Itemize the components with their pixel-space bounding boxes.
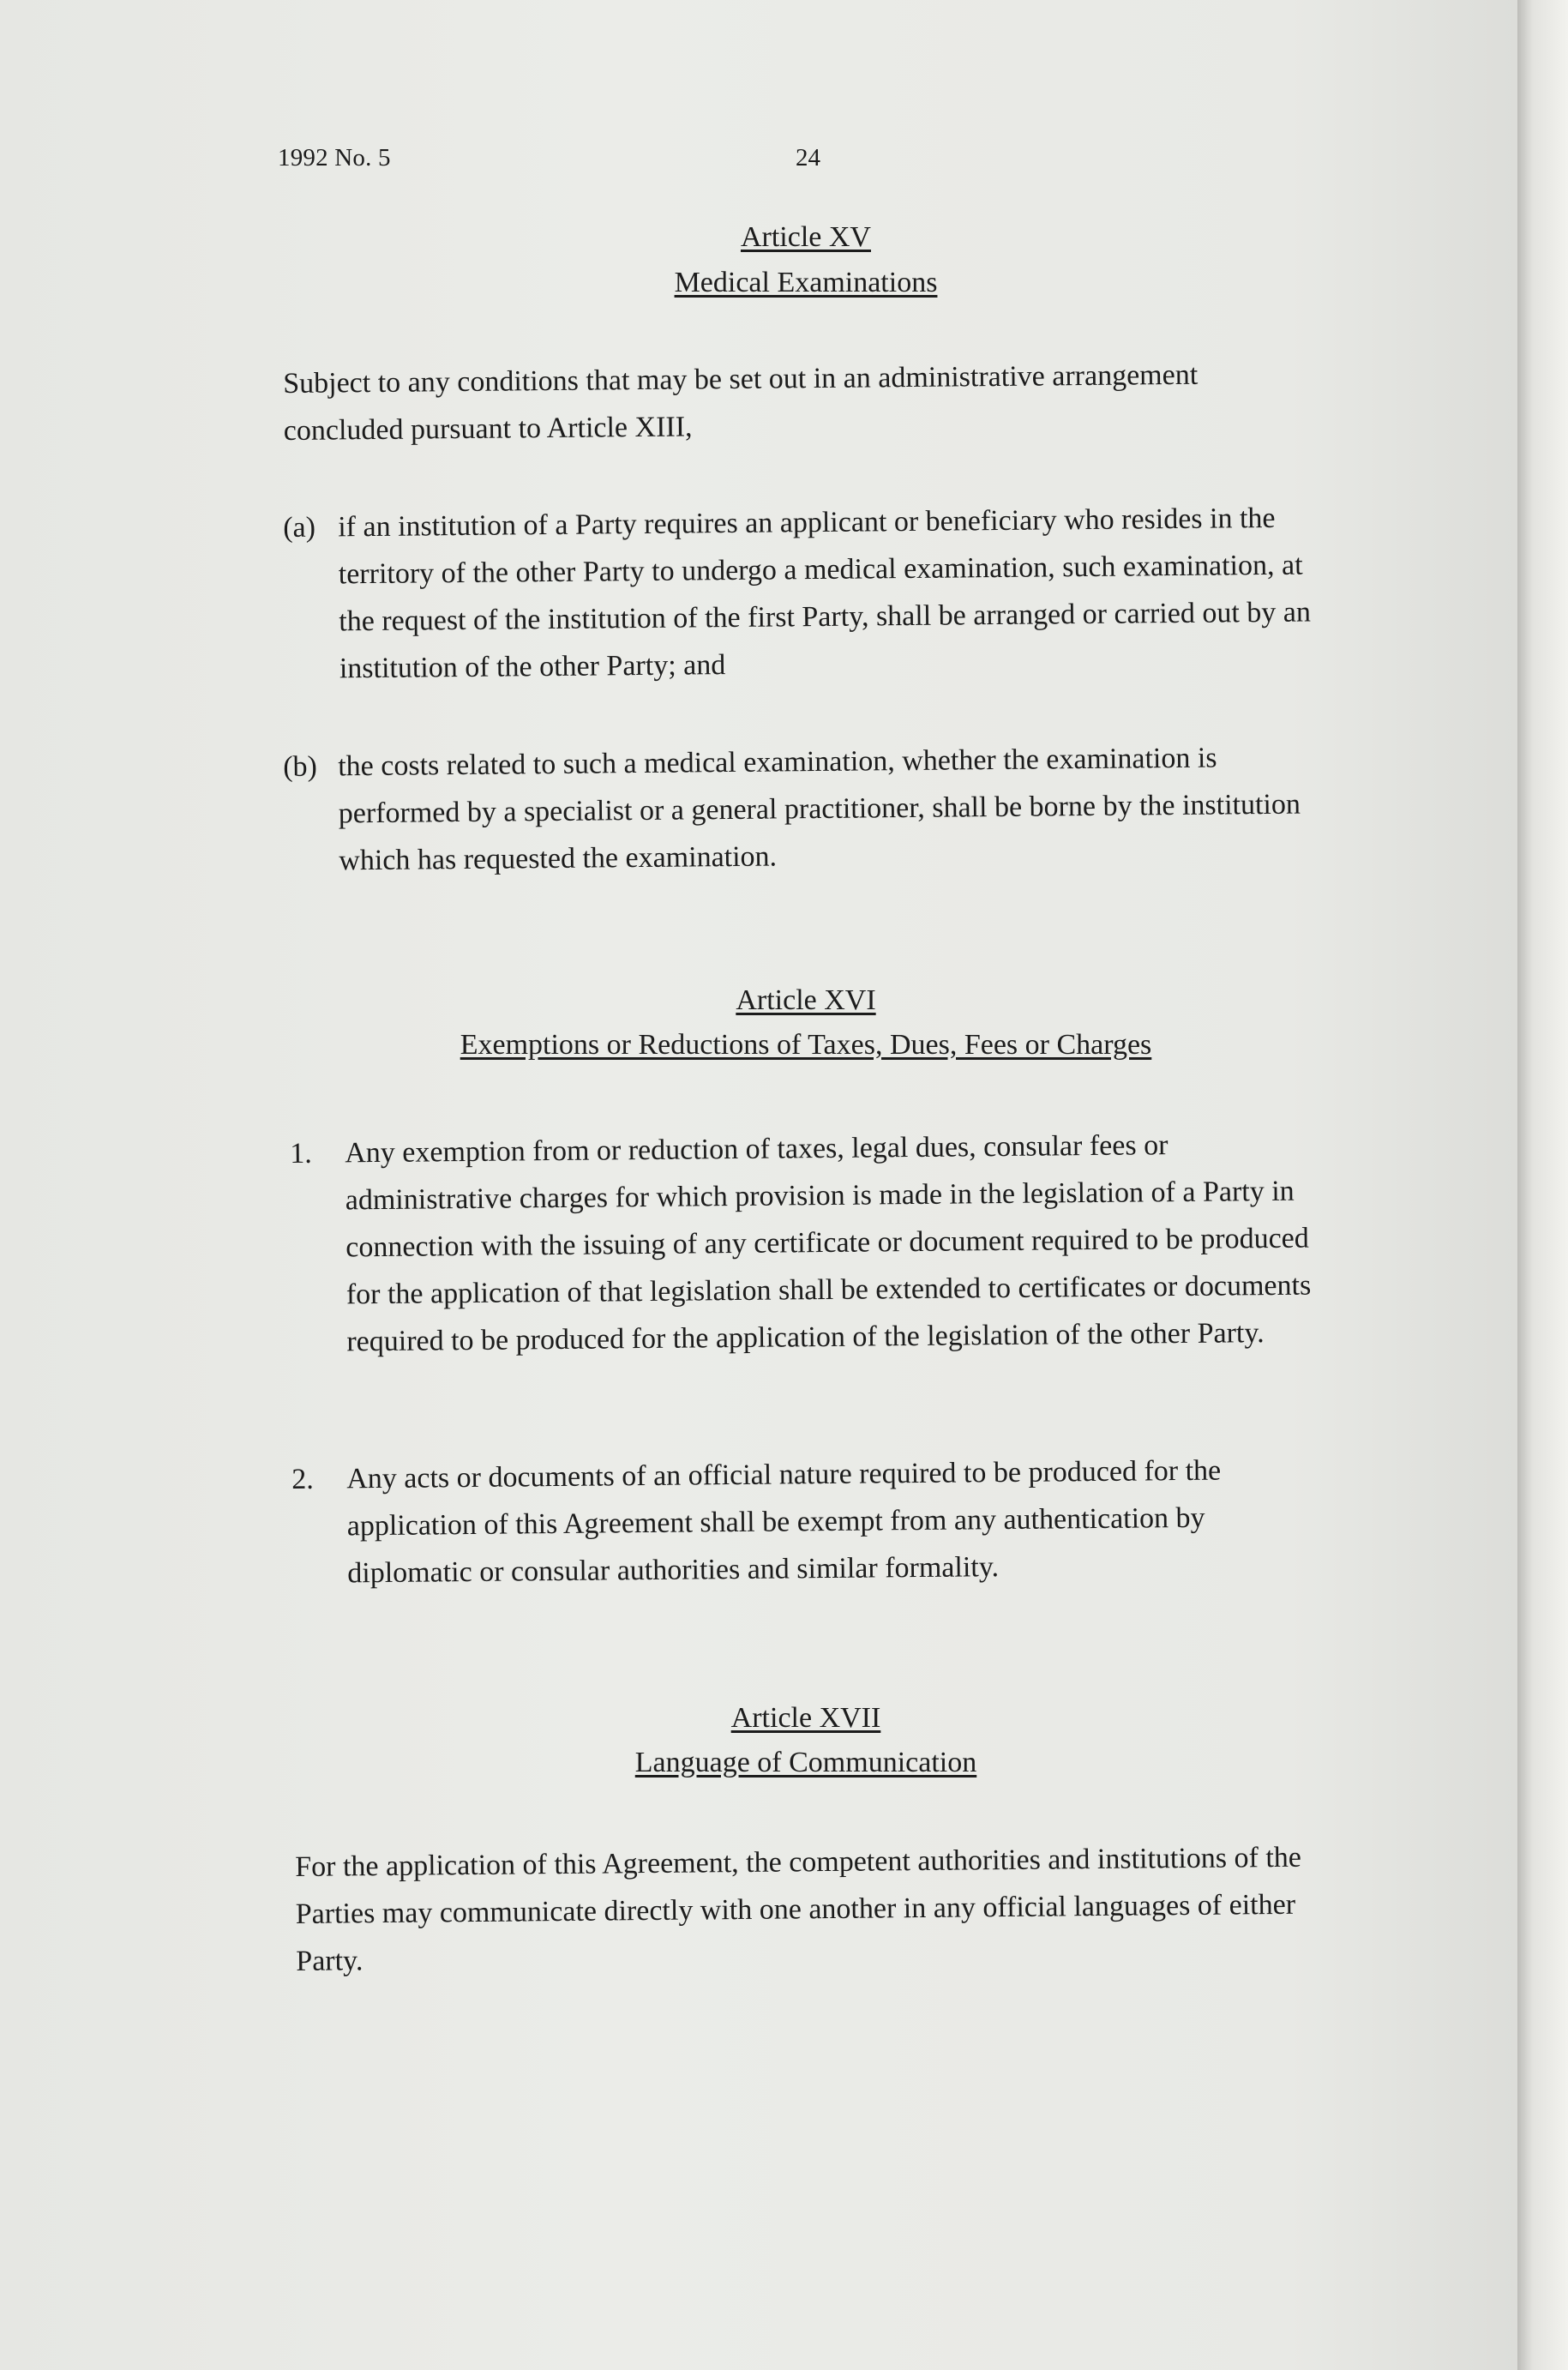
article-xvi-item-1 — [290, 1120, 1330, 1366]
article-xv-intro: Subject to any conditions that may be set out in an administrative arrangement concluded pursuant to Article XIII, — [283, 358, 1199, 447]
article-xvii-subtitle: Language of Communication — [634, 1747, 977, 1778]
article-xv-subtitle: Medical Examinations — [674, 267, 938, 298]
item-text: Any acts or documents of an official nature required to be produced for the application of this Agreement shall be exempt from any authentication by diplomatic or consular authorities and similar formality. — [346, 1454, 1222, 1590]
item-marker: (b) — [283, 750, 318, 783]
item-text: if an institution of a Party requires an applicant or beneficiary who resides in the territory of the other Party to undergo a medical examination, such examination, at the request of the institution of the first Party, shall be arranged or carried out by an institution of the other Party; and — [338, 502, 1312, 685]
item-text: Any exemption from or reduction of taxes, legal dues, consular fees or administrative charges for which provision is made in the legislation of a Party in connection with the issuing of any certificate or document required to be produced for the application of that legislation shall be extended to certificates or documents required to be produced for the application of the legislation of the other Party. — [345, 1129, 1312, 1358]
article-xvi-title: Article XVI — [736, 984, 876, 1016]
document-citation: 1992 No. 5 — [278, 144, 391, 171]
article-xv-item-a — [283, 494, 1322, 693]
item-marker: 1. — [290, 1137, 312, 1170]
next-page-edge — [1517, 0, 1568, 2370]
item-marker: (a) — [283, 511, 316, 544]
item-text: the costs related to such a medical examination, whether the examination is performed by a specialist or a general practitioner, shall be borne by the institution which has requested the examination. — [338, 742, 1301, 877]
article-xvii-body: For the application of this Agreement, the competent authorities and institutions of the Parties may communicate directly with one another in any official languages of either Party. — [295, 1841, 1302, 1977]
article-xv-item-b — [283, 733, 1322, 885]
article-xvi-item-2 — [291, 1446, 1331, 1597]
article-xvi-subtitle: Exemptions or Reductions of Taxes, Dues, Fees or Charges — [460, 1029, 1152, 1061]
page-number: 24 — [796, 144, 820, 171]
item-marker: 2. — [291, 1463, 314, 1495]
article-xv-title: Article XV — [740, 221, 871, 253]
article-xvii-title: Article XVII — [730, 1702, 881, 1734]
